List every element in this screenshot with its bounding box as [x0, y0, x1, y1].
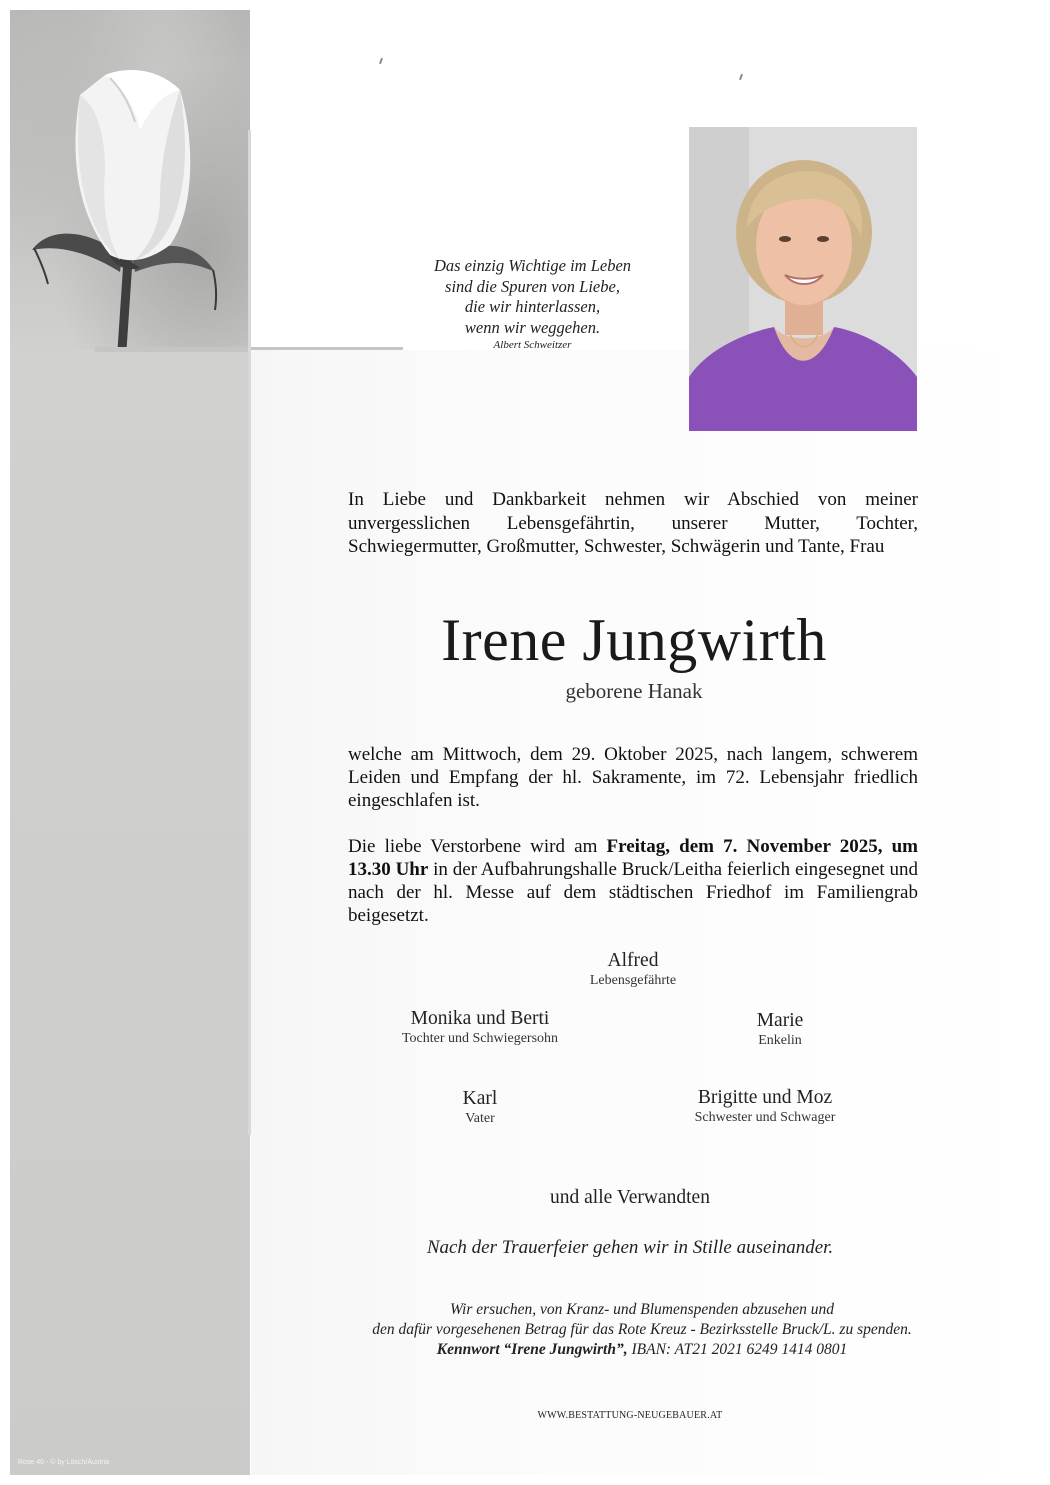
mourner-monika-berti	[365, 1008, 595, 1048]
all-relatives: und alle Verwandten	[550, 1187, 710, 1208]
mourner-name: Monika und Berti	[410, 1008, 550, 1029]
quote-line: sind die Spuren von Liebe,	[445, 276, 620, 296]
mourner-relation: Enkelin	[758, 1033, 802, 1048]
mourner-karl	[420, 1088, 540, 1128]
quote-line: wenn wir weggehen.	[464, 317, 601, 337]
portrait-photo	[689, 127, 917, 431]
quote-author: Albert Schweitzer	[493, 339, 572, 351]
deceased-name: Irene Jungwirth	[441, 607, 827, 673]
donation-line: Wir ersuchen, von Kranz- und Blumenspenden abzusehen und	[449, 1301, 834, 1318]
mourner-name: Brigitte und Moz	[697, 1087, 833, 1108]
donation-request	[312, 1300, 972, 1360]
funeral-details-paragraph	[348, 835, 918, 927]
quote-line: Das einzig Wichtige im Leben	[433, 256, 632, 275]
mourner-relation: Lebensgefährte	[589, 973, 677, 988]
mourner-relation: Vater	[465, 1111, 495, 1126]
mourner-brigitte-moz	[660, 1087, 870, 1127]
memorial-quote	[405, 256, 660, 352]
paper-speck	[739, 74, 743, 80]
mourner-relation: Schwester und Schwager	[694, 1110, 836, 1125]
mourner-marie	[700, 1010, 860, 1050]
closing-line: Nach der Trauerfeier gehen wir in Stille auseinander.	[426, 1237, 834, 1258]
funeral-text: in der Aufbahrungshalle Bruck/Leitha feierlich eingesegnet und nach der hl. Messe auf dem städtischen Friedhof im Familiengrab beigesetzt.	[348, 859, 918, 926]
funeral-text: Die liebe Verstorbene wird am	[348, 836, 607, 857]
funeral-date-time: Freitag, dem 7. November 2025, um 13.30 Uhr	[348, 836, 919, 880]
donation-keyword: Kennwort “Irene Jungwirth”,	[436, 1341, 628, 1358]
donation-line: den dafür vorgesehenen Betrag für das Rote Kreuz - Bezirksstelle Bruck/L. zu spenden.	[372, 1321, 912, 1338]
mourner-alfred	[533, 950, 733, 990]
donation-iban: IBAN: AT21 2021 6249 1414 0801	[627, 1341, 848, 1358]
mourner-relation: Tochter und Schwiegersohn	[401, 1031, 559, 1046]
funeral-home-website: WWW.BESTATTUNG-NEUGEBAUER.AT	[537, 1410, 723, 1421]
quote-line: die wir hinterlassen,	[464, 297, 601, 316]
mourner-name: Karl	[462, 1088, 498, 1109]
white-rose-image	[10, 10, 250, 350]
image-credit: Rose 40 - © by Lösch/Austria	[18, 1459, 110, 1466]
paper-speck	[379, 58, 383, 64]
mourner-name: Alfred	[607, 950, 659, 971]
intro-text: In Liebe und Dankbarkeit nehmen wir Abschied von meiner unvergesslichen Lebensgefährtin, unserer Mutter, Tochter, Schwiegermutter, Großmutter, Schwester, Schwägerin und Tante, Frau	[348, 489, 918, 557]
death-notice-paragraph: welche am Mittwoch, dem 29. Oktober 2025, nach langem, schwerem Leiden und Empfang der hl. Sakramente, im 72. Lebensjahr friedlich eingeschlafen ist.	[348, 744, 918, 811]
mourner-name: Marie	[756, 1010, 804, 1031]
maiden-name: geborene Hanak	[565, 679, 703, 703]
